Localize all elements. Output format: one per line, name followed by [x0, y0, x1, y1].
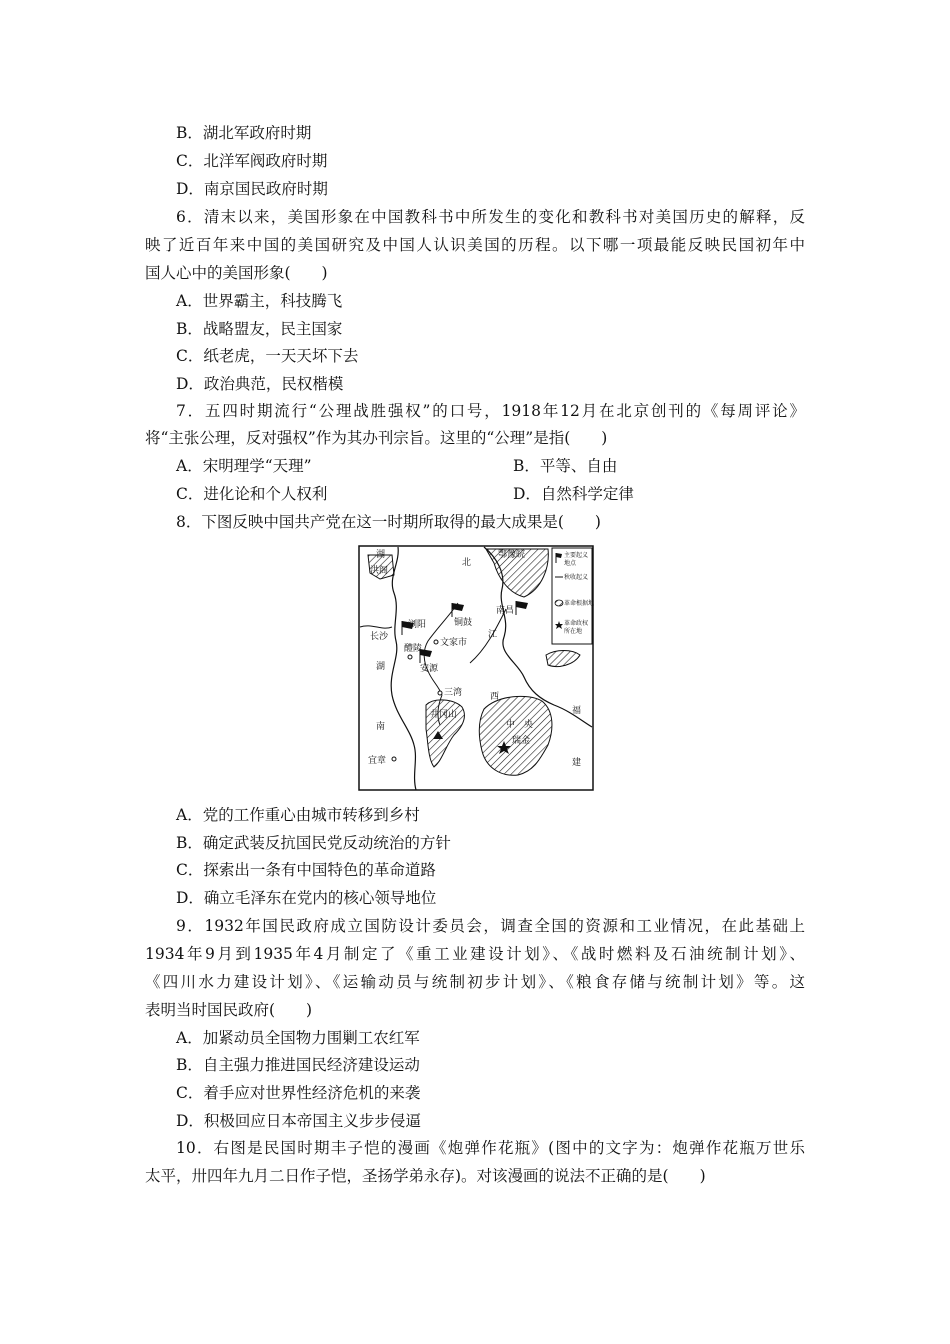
q8-option-a: A．党的工作重心由城市转移到乡村 — [176, 806, 420, 824]
legend-regime-1: 革命政权 — [564, 620, 589, 627]
q8-option-c: C．探索出一条有中国特色的革命道路 — [176, 861, 436, 879]
legend-main-uprising-1: 主要起义 — [564, 552, 589, 559]
q8-option-d: D．确立毛泽东在党内的核心领导地位 — [176, 889, 437, 907]
label-liling: 醴陵 — [404, 644, 423, 654]
q8-option-b: B．确定武装反抗国民党反动统治的方针 — [176, 834, 451, 852]
label-zhong: 中 — [506, 720, 516, 730]
label-jiang: 江 — [488, 630, 498, 640]
q9-stem-line-4: 表明当时国民政府( ) — [145, 1001, 313, 1019]
label-eyuwan: 鄂豫皖 — [498, 550, 526, 560]
q6-option-b: B．战略盟友，民主国家 — [176, 320, 343, 338]
label-changsha: 长沙 — [370, 632, 389, 642]
q9-stem-line-1: 9．1932年国民政府成立国防设计委员会，调查全国的资源和工业情况，在此基础上 — [176, 917, 805, 935]
city-dot-yizhang — [392, 757, 396, 761]
q8-stem: 8．下图反映中国共产党在这一时期所取得的最大成果是( ) — [176, 513, 601, 531]
label-hu-north: 湖 — [376, 550, 386, 560]
label-wenjiashi: 文家市 — [440, 638, 468, 648]
label-anyuan: 安源 — [420, 664, 439, 674]
legend-main-uprising-2: 地点 — [564, 560, 577, 567]
label-yizhang: 宜章 — [368, 756, 387, 766]
q9-stem-line-3: 《四川水力建设计划》、《运输动员与统制初步计划》、《粮食存储与统制计划》等。这 — [145, 973, 805, 991]
q7-stem-line-1: 7．五四时期流行“公理战胜强权”的口号，1918年12月在北京创刊的《每周评论》 — [176, 402, 805, 420]
label-jinggangshan: 井冈山 — [430, 710, 458, 720]
label-sanwan: 三湾 — [444, 688, 463, 698]
city-dot-sanwan — [438, 691, 442, 695]
q10-stem-line-1: 10．右图是民国时期丰子恺的漫画《炮弹作花瓶》(图中的文字为：炮弹作花瓶万世乐 — [176, 1139, 805, 1157]
q6-option-a: A．世界霸主，科技腾飞 — [176, 292, 343, 310]
q9-stem-line-2: 1934年9月到1935年4月制定了《重工业建设计划》、《战时燃料及石油统制计划》、 — [145, 945, 805, 963]
q9-option-d: D．积极回应日本帝国主义步步侵逼 — [176, 1112, 421, 1130]
label-nan: 南 — [376, 722, 386, 732]
city-dot-liling — [408, 655, 412, 659]
map-legend — [552, 548, 594, 644]
label-jian: 建 — [572, 758, 582, 768]
revolution-base-map — [358, 545, 594, 791]
label-tonggu: 铜鼓 — [454, 618, 473, 628]
q7-option-d: D．自然科学定律 — [513, 485, 634, 503]
q7-option-b: B．平等、自由 — [513, 457, 618, 475]
q5-option-c: C．北洋军阀政府时期 — [176, 152, 328, 170]
q9-option-a: A．加紧动员全国物力围剿工农红军 — [176, 1029, 420, 1047]
label-ruijin: 瑞金 — [512, 736, 531, 746]
q6-stem-line-1: 6．清末以来，美国形象在中国教科书中所发生的变化和教科书对美国历史的解释，反 — [176, 208, 805, 226]
q6-stem-line-3: 国人心中的美国形象( ) — [145, 264, 328, 282]
q6-option-d: D．政治典范，民权楷模 — [176, 375, 344, 393]
label-xi: 西 — [490, 692, 500, 702]
q5-option-b: B．湖北军政府时期 — [176, 124, 312, 142]
q5-option-d: D．南京国民政府时期 — [176, 180, 328, 198]
legend-regime-2: 所在地 — [564, 628, 583, 635]
q10-stem-line-2: 太平，卅四年九月二日作子恺，圣扬学弟永存)。对该漫画的说法不正确的是( ) — [145, 1167, 706, 1185]
label-liuyang: 浏阳 — [408, 620, 427, 630]
q7-stem-line-2: 将“主张公理，反对强权”作为其办刊宗旨。这里的“公理”是指( ) — [145, 429, 608, 447]
city-dot-wenjiashi — [434, 640, 438, 644]
label-nanchang: 南昌 — [496, 606, 515, 616]
q6-stem-line-2: 映了近百年来中国的美国研究及中国人认识美国的历程。以下哪一项最能反映民国初年中 — [145, 236, 805, 254]
legend-base-icon — [555, 600, 563, 606]
label-hu-south: 湖 — [376, 662, 386, 672]
q9-option-c: C．着手应对世界性经济危机的来袭 — [176, 1084, 421, 1102]
q6-option-c: C．纸老虎，一天天坏下去 — [176, 347, 359, 365]
legend-base: 革命根据地 — [564, 600, 594, 607]
label-fu: 福 — [572, 706, 582, 716]
q9-option-b: B．自主强力推进国民经济建设运动 — [176, 1056, 420, 1074]
label-hongjiang: 洪阁 — [370, 566, 389, 576]
q7-option-a: A．宋明理学“天理” — [176, 457, 312, 475]
label-yang: 央 — [524, 720, 534, 730]
q7-option-c: C．进化论和个人权利 — [176, 485, 328, 503]
label-bei: 北 — [462, 558, 472, 568]
legend-autumn-uprising: 秋收起义 — [564, 574, 589, 581]
